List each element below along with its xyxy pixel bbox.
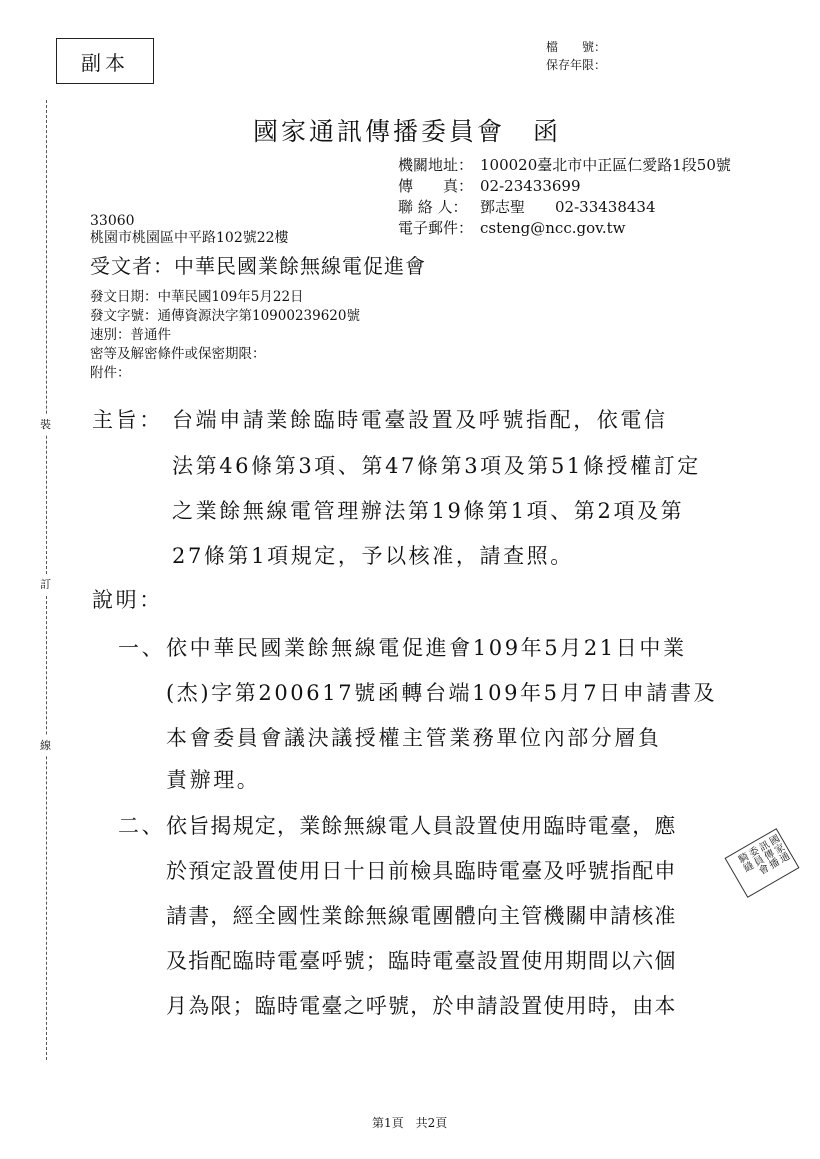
binding-mark-zhuang: 裝 xyxy=(40,414,51,434)
item-number: 一、 xyxy=(118,636,166,660)
item-line: 月為限；臨時電臺之呼號，於申請設置使用時，由本 xyxy=(166,994,677,1018)
subject-line: 27條第1項規定，予以核准，請查照。 xyxy=(172,544,574,568)
recipient-address: 桃園市桃園區中平路102號22樓 xyxy=(90,230,289,246)
binding-mark-xian: 線 xyxy=(40,735,51,755)
retention-label: 保存年限： xyxy=(546,58,607,72)
item-line: (杰)字第200617號函轉台端109年5月7日申請書及 xyxy=(166,681,718,705)
issue-number: 發文字號：通傳資源決字第10900239620號 xyxy=(90,308,360,324)
item-line: 依旨揭規定，業餘無線電人員設置使用臨時電臺，應 xyxy=(166,814,677,838)
explanation-label: 說明： xyxy=(92,588,163,612)
subject-line: 台端申請業餘臨時電臺設置及呼號指配，依電信 xyxy=(172,408,668,432)
file-number-label: 檔 號： xyxy=(546,40,607,54)
recipient-zip: 33060 xyxy=(90,213,135,229)
item-line: 依中華民國業餘無線電促進會109年5月21日中業 xyxy=(166,636,687,660)
confidentiality: 密等及解密條件或保密期限： xyxy=(90,346,266,362)
contact-person-row: 聯 絡 人： 鄧志聖 02-33438434 xyxy=(398,198,656,216)
contact-fax-row: 傳 真： 02-23433699 xyxy=(398,177,581,195)
attachments: 附件： xyxy=(90,365,131,381)
binding-mark-ding: 訂 xyxy=(40,574,51,594)
agency-contact xyxy=(398,155,731,239)
item-line: 責辦理。 xyxy=(166,768,261,792)
subject-line: 法第46條第3項、第47條第3項及第51條授權訂定 xyxy=(172,454,701,478)
document-meta xyxy=(90,288,360,383)
speed-class: 速別：普通件 xyxy=(90,327,171,343)
recipient-line: 受文者：中華民國業餘無線電促進會 xyxy=(90,254,426,278)
seam-seal-stamp: 國家通訊傳播委員會騎縫 xyxy=(725,828,800,898)
item-line: 及指配臨時電臺呼號；臨時電臺設置使用期間以六個 xyxy=(166,949,677,973)
item-line: 本會委員會議決議授權主管業務單位內部分層負 xyxy=(166,726,662,750)
contact-email-row: 電子郵件： csteng@ncc.gov.tw xyxy=(398,219,626,237)
item-number: 二、 xyxy=(118,814,166,838)
item-line: 請書，經全國性業餘無線電團體向主管機關申請核准 xyxy=(166,904,677,928)
subject-label: 主旨： xyxy=(92,408,163,432)
subject-line: 之業餘無線電管理辦法第19條第1項、第2項及第 xyxy=(172,499,685,523)
item-line: 於預定設置使用日十日前檢具臨時電臺及呼號指配申 xyxy=(166,859,677,883)
contact-address-row: 機關地址： 100020臺北市中正區仁愛路1段50號 xyxy=(398,156,731,174)
issue-date: 發文日期：中華民國109年5月22日 xyxy=(90,289,304,305)
copy-stamp: 副本 xyxy=(56,38,154,84)
page-title: 國家通訊傳播委員會 函 xyxy=(253,117,562,146)
page-footer: 第1頁 共2頁 xyxy=(372,1116,448,1130)
